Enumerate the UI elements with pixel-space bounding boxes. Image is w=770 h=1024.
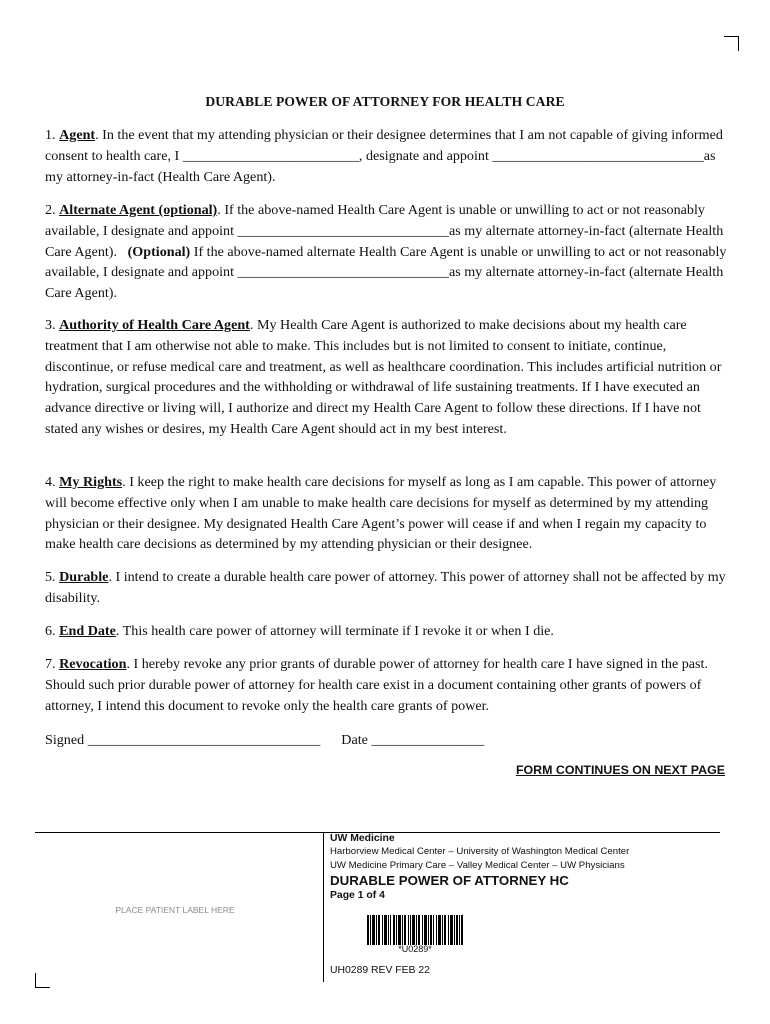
document-title: DURABLE POWER OF ATTORNEY FOR HEALTH CARE (205, 94, 565, 109)
section-text: . I hereby revoke any prior grants of durable power of attorney for health care I have signed in the past. Should such prior durable power of attorney for health care exist in a document containing other grants of powers of attorney, I intend this document to revoke only the health care grants of power. (45, 656, 708, 714)
section-heading: Durable (59, 569, 109, 585)
section-text: . I keep the right to make health care decisions for myself as long as I am capable. This power of attorney will become effective only when I am unable to make health care decisions for myself as determined by my attending physician or their designee. My designated Health Care Agent’s power will cease if and when I regain my capacity to make health care decisions as determined by my attending physician or their designee. (45, 474, 717, 553)
date-blank[interactable]: ________________ (371, 732, 485, 748)
section-number: 2. (45, 202, 56, 218)
section-number: 5. (45, 569, 56, 585)
page-number: Page 1 of 4 (330, 890, 385, 901)
agent-principal-name-blank[interactable]: _________________________ (182, 147, 359, 164)
section-text: . My Health Care Agent is authorized to make decisions about my health care treatment that I am otherwise not able to make. This includes but is not limited to consent to initiate, continue, discontinue, or refuse medical care and treatment, as well as healthcare coordination. This includes artificial nutrition or hydration, surgical procedures and the withholding or withdrawal of life sustaining treatments. If I have executed an advance directive or living will, I authorize and direct my Health Care Agent to follow these directions. If I have not stated any wishes or desires, my Health Care Agent should act in my best interest. (45, 317, 722, 437)
section-heading: Revocation (59, 656, 127, 672)
section-number: 1. (45, 127, 56, 143)
section-number: 6. (45, 623, 56, 639)
date-label: Date (341, 732, 368, 748)
section-text: . In the event that my attending physician or their designee determines that I am not capable of giving informed consent to health care, I (45, 127, 723, 164)
section-number: 4. (45, 474, 56, 490)
alternate-agent-name-blank[interactable]: ______________________________ (237, 222, 449, 239)
barcode-image (367, 915, 463, 945)
barcode-text: *U0289* (398, 944, 432, 954)
footer-vertical-divider (323, 832, 324, 982)
optional-label: (Optional) (127, 243, 191, 260)
section-number: 3. (45, 317, 56, 333)
org-name: UW Medicine (330, 833, 395, 844)
form-continues-notice: FORM CONTINUES ON NEXT PAGE (515, 763, 725, 777)
second-alternate-agent-name-blank[interactable]: ______________________________ (237, 264, 449, 281)
section-heading: My Rights (59, 474, 123, 490)
health-care-agent-name-blank[interactable]: ______________________________ (492, 147, 704, 164)
section-text: as my alternate attorney-in-fact (alternate Health Care Agent). (45, 264, 724, 302)
section-text: . If the above-named Health Care Agent is unable or unwilling to act or not reasonably available, I designate and appoint (45, 202, 705, 239)
crop-mark-bottom-left (35, 973, 50, 988)
section-text: If the above-named alternate Health Care Agent is unable or unwilling to act or not reasonably available, I designate and appoint (45, 243, 727, 281)
signature-blank[interactable]: _________________________________ (87, 732, 321, 748)
signature-row (45, 730, 728, 751)
section-heading: Alternate Agent (optional) (59, 202, 218, 218)
section-text: as my attorney-in-fact (Health Care Agent). (45, 147, 716, 185)
form-code: UH0289 REV FEB 22 (330, 965, 430, 976)
section-revocation (45, 654, 728, 716)
section-heading: Authority of Health Care Agent (59, 317, 250, 333)
section-heading: End Date (59, 623, 116, 639)
section-text: as my alternate attorney-in-fact (alternate Health Care Agent). (45, 222, 727, 260)
section-text: , designate and appoint (358, 147, 493, 164)
section-durable (45, 567, 728, 609)
section-my-rights (45, 472, 728, 555)
section-heading: Agent (59, 127, 96, 143)
section-authority (45, 315, 728, 440)
form-title: DURABLE POWER OF ATTORNEY HC (330, 873, 569, 888)
patient-label-area: PLACE PATIENT LABEL HERE (115, 905, 235, 915)
section-number: 7. (45, 656, 56, 672)
crop-mark-top-right (724, 36, 739, 51)
section-text: . I intend to create a durable health care power of attorney. This power of attorney shall not be affected by my disability. (45, 569, 726, 606)
section-agent (45, 125, 728, 187)
org-line-1: Harborview Medical Center – University of Washington Medical Center (330, 846, 630, 857)
signed-label: Signed (45, 732, 85, 748)
section-end-date (45, 621, 728, 642)
section-text: . This health care power of attorney will terminate if I revoke it or when I die. (115, 623, 554, 639)
section-alternate-agent (45, 200, 728, 304)
org-line-2: UW Medicine Primary Care – Valley Medical Center – UW Physicians (330, 860, 625, 871)
